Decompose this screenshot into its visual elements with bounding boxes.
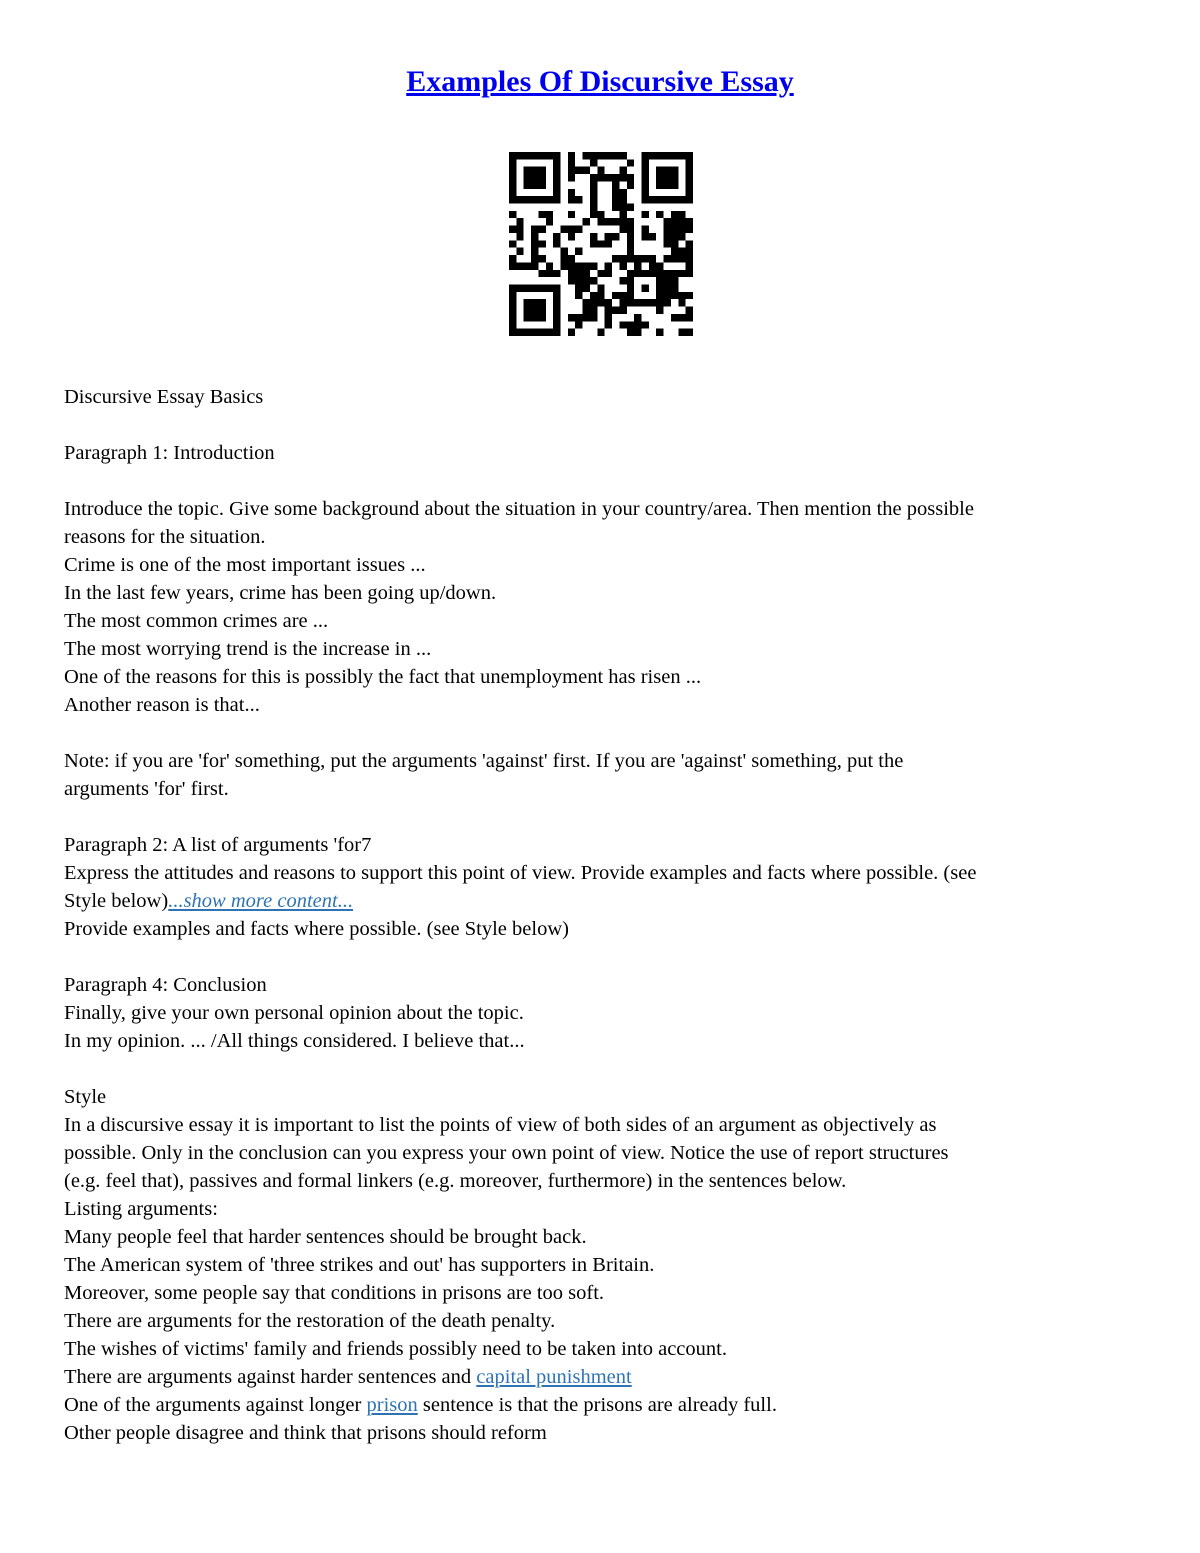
text-line: reasons for the situation. [64, 526, 266, 548]
show-more-content-link[interactable]: ...show more content... [168, 890, 354, 912]
text-line: Many people feel that harder sentences should be brought back. [64, 1226, 587, 1248]
text-fragment: There are arguments against harder sentences and [64, 1366, 477, 1388]
text-line: Finally, give your own personal opinion about the topic. [64, 1002, 524, 1024]
section-heading: Discursive Essay Basics [64, 386, 264, 408]
text-line: possible. Only in the conclusion can you express your own point of view. Notice the use of report structures [64, 1142, 949, 1164]
prison-link[interactable]: prison [366, 1394, 418, 1416]
text-line: In a discursive essay it is important to list the points of view of both sides of an argument as objectively as [64, 1114, 937, 1136]
text-line: Provide examples and facts where possible. (see Style below) [64, 918, 569, 940]
style-heading: Style [64, 1086, 107, 1108]
text-line: The most worrying trend is the increase in ... [64, 638, 432, 660]
text-line: Listing arguments: [64, 1198, 218, 1220]
text-line: In the last few years, crime has been going up/down. [64, 582, 497, 604]
paragraph-4-heading: Paragraph 4: Conclusion [64, 974, 267, 996]
text-line: One of the reasons for this is possibly the fact that unemployment has risen ... [64, 666, 702, 688]
text-fragment: One of the arguments against longer [64, 1394, 367, 1416]
text-line [64, 1363, 1140, 1391]
text-line: The American system of 'three strikes and out' has supporters in Britain. [64, 1254, 655, 1276]
text-line: Other people disagree and think that prisons should reform [64, 1422, 547, 1444]
text-line: Moreover, some people say that conditions in prisons are too soft. [64, 1282, 605, 1304]
text-line: (e.g. feel that), passives and formal linkers (e.g. moreover, furthermore) in the sentences below. [64, 1170, 847, 1192]
note-line: arguments 'for' first. [64, 778, 229, 800]
text-line: Another reason is that... [64, 694, 260, 716]
text-line: There are arguments for the restoration of the death penalty. [64, 1310, 556, 1332]
document-body [64, 383, 1140, 1447]
text-fragment: sentence is that the prisons are already full. [417, 1394, 777, 1416]
capital-punishment-link[interactable]: capital punishment [476, 1366, 632, 1388]
text-line: Introduce the topic. Give some background about the situation in your country/area. Then mention the possible [64, 498, 974, 520]
title-link[interactable]: Examples Of Discursive Essay [406, 65, 794, 98]
paragraph-1-heading: Paragraph 1: Introduction [64, 442, 275, 464]
text-line [64, 887, 1140, 915]
qr-code-icon [509, 152, 693, 336]
note-line: Note: if you are 'for' something, put the arguments 'against' first. If you are 'against' something, put the [64, 750, 904, 772]
text-line: The most common crimes are ... [64, 610, 329, 632]
paragraph-2-heading: Paragraph 2: A list of arguments 'for7 [64, 834, 372, 856]
text-line: Crime is one of the most important issues ... [64, 554, 426, 576]
page-title [0, 62, 1200, 99]
text-line: The wishes of victims' family and friends possibly need to be taken into account. [64, 1338, 727, 1360]
text-line: In my opinion. ... /All things considered. I believe that... [64, 1030, 525, 1052]
text-fragment: Style below) [64, 890, 169, 912]
text-line [64, 1391, 1140, 1419]
text-line: Express the attitudes and reasons to support this point of view. Provide examples and facts where possible. (see [64, 862, 977, 884]
